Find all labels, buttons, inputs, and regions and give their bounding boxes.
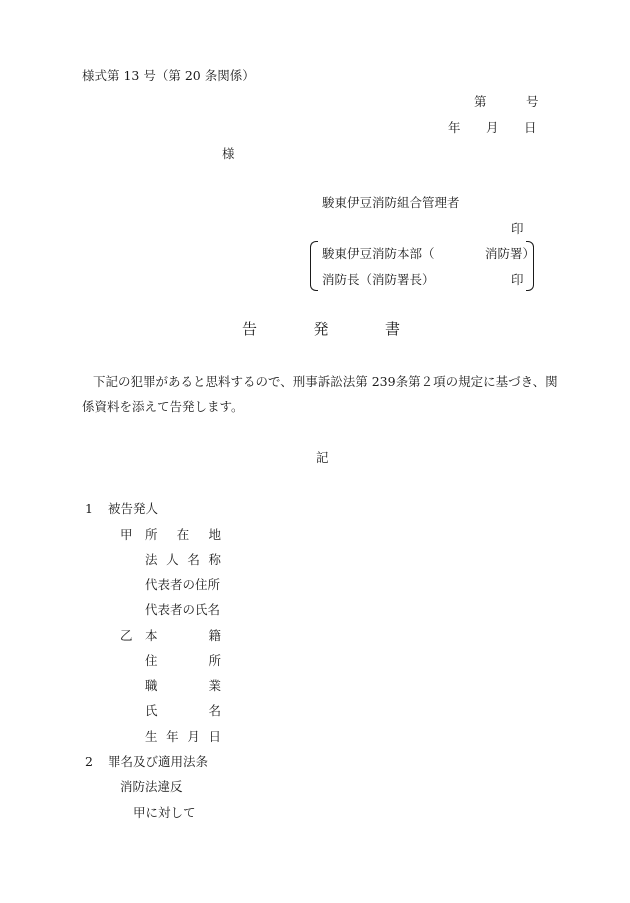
title-char-2: 発	[313, 320, 329, 338]
body-line-1: 下記の犯罪があると思料するので、刑事訴訟法第 239条第２項の規定に基づき、関	[93, 374, 558, 389]
section-2-number: 2	[85, 754, 93, 769]
doc-number-go: 号	[526, 94, 539, 109]
field-char: 所	[208, 653, 221, 668]
seal-mark-2: 印	[511, 272, 524, 287]
otsu-mark: 乙	[120, 628, 133, 643]
bracket-left	[310, 241, 318, 291]
field-char: 法	[145, 552, 158, 567]
field-char: 氏	[145, 703, 158, 718]
date-day: 日	[524, 120, 537, 135]
document-title	[242, 322, 400, 337]
ko-field-corporate-name	[145, 554, 221, 567]
otsu-field-birthdate	[145, 731, 221, 744]
otsu-field-domicile	[145, 630, 221, 643]
field-char: 名	[208, 703, 221, 718]
field-char: 称	[208, 552, 221, 567]
field-char: 名	[187, 552, 200, 567]
field-char: 地	[208, 527, 221, 542]
ko-field-location	[145, 529, 221, 542]
field-char: 在	[176, 527, 190, 542]
field-char: 業	[208, 678, 221, 693]
fire-station: 消防署）	[485, 246, 536, 261]
fire-chief: 消防長（消防署長）	[322, 272, 435, 287]
seal-mark: 印	[511, 221, 524, 236]
ko-field-rep-address: 代表者の住所	[145, 577, 221, 592]
doc-number-dai: 第	[474, 94, 487, 109]
title-char-3: 書	[384, 320, 400, 338]
otsu-field-address	[145, 655, 221, 668]
otsu-field-name	[145, 705, 221, 718]
field-char: 年	[166, 729, 179, 744]
field-char: 籍	[208, 628, 221, 643]
field-char: 月	[187, 729, 200, 744]
addressee-suffix: 様	[222, 146, 235, 161]
law-violation: 消防法違反	[120, 779, 183, 794]
ki-heading: 記	[316, 450, 329, 465]
issuer-title: 駿東伊豆消防組合管理者	[322, 195, 460, 210]
ko-mark: 甲	[120, 527, 133, 542]
form-label: 様式第 13 号（第 20 条関係）	[82, 68, 255, 83]
date-year: 年	[448, 120, 461, 135]
field-char: 人	[166, 552, 179, 567]
otsu-field-occupation	[145, 680, 221, 693]
against-ko: 甲に対して	[133, 805, 196, 820]
ko-field-rep-name: 代表者の氏名	[145, 602, 221, 617]
title-char-1: 告	[242, 320, 258, 338]
field-char: 生	[145, 729, 158, 744]
section-1-number: 1	[85, 501, 93, 516]
field-char: 本	[145, 628, 158, 643]
field-char: 日	[208, 729, 221, 744]
field-char: 職	[145, 678, 158, 693]
date-month: 月	[486, 120, 499, 135]
field-char: 住	[145, 653, 158, 668]
body-line-2: 係資料を添えて告発します。	[82, 399, 244, 414]
section-2-heading: 罪名及び適用法条	[108, 754, 209, 769]
field-char: 所	[145, 527, 158, 542]
section-1-heading: 被告発人	[108, 501, 159, 516]
fire-hq: 駿東伊豆消防本部（	[322, 246, 435, 261]
